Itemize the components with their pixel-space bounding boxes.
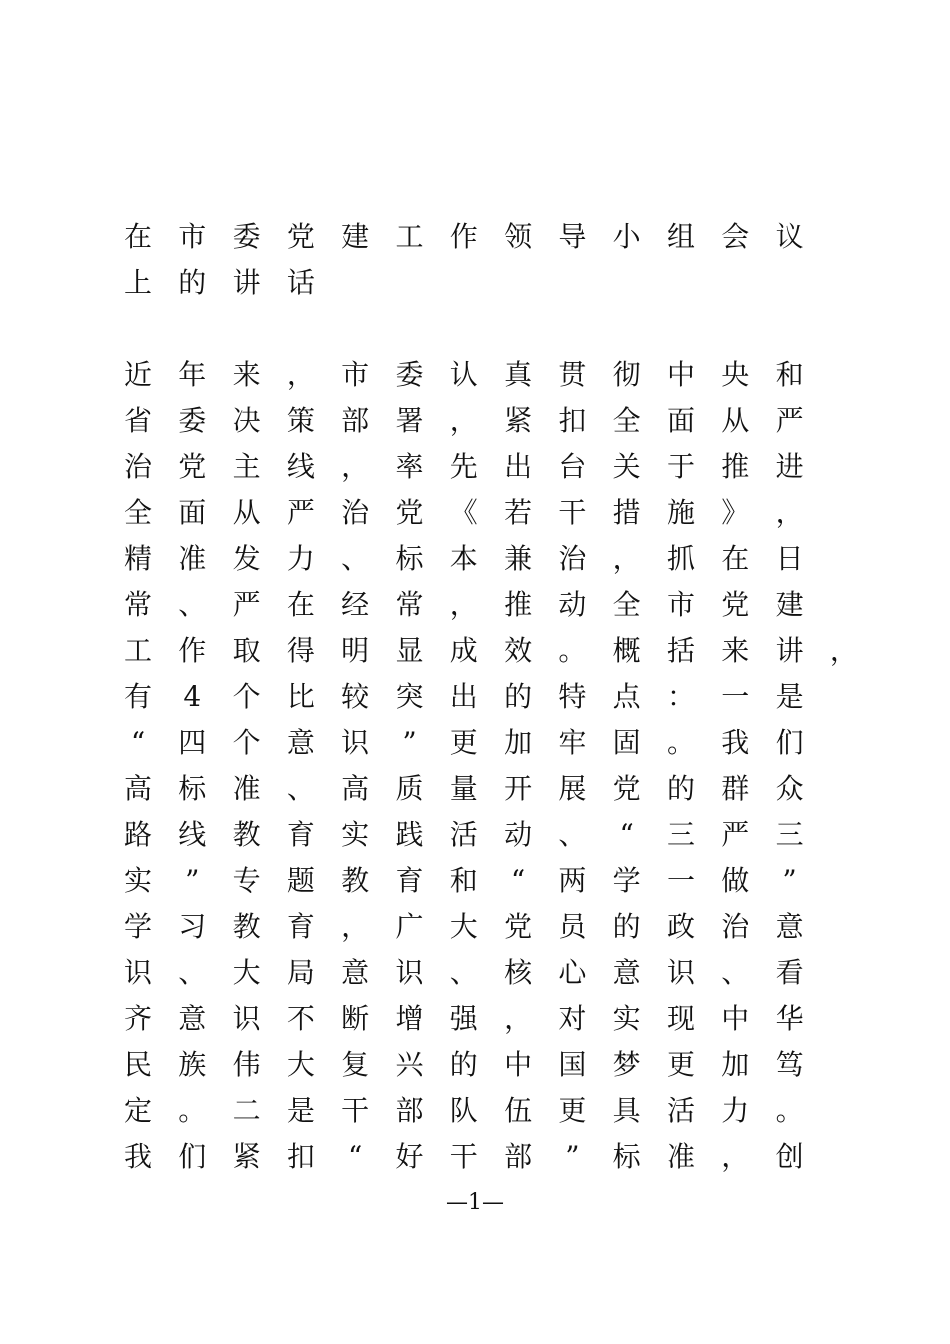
body-line: 全 面 从 严 治 党 《 若 干 措 施 》 ， — [123, 496, 804, 529]
body-line: 学 习 教 育 ， 广 大 党 员 的 政 治 意 — [123, 910, 804, 943]
title-line: 上 的 讲 话 — [123, 266, 315, 299]
body-line: 高 标 准 、 高 质 量 开 展 党 的 群 众 — [123, 772, 804, 805]
body-line: 精 准 发 力 、 标 本 兼 治 ， 抓 在 日 — [123, 542, 804, 575]
body-line: 识 、 大 局 意 识 、 核 心 意 识 、 看 — [123, 956, 804, 989]
body-line: 近 年 来 ， 市 委 认 真 贯 彻 中 央 和 — [123, 358, 804, 391]
body-line: 路 线 教 育 实 践 活 动 、 “ 三 严 三 — [123, 818, 804, 851]
body-line: 我 们 紧 扣 “ 好 干 部 ” 标 准 ， 创 — [123, 1140, 804, 1173]
body-line: 常 、 严 在 经 常 ， 推 动 全 市 党 建 — [123, 588, 804, 621]
body-line: 实 ” 专 题 教 育 和 “ 两 学 一 做 ” — [123, 864, 797, 897]
body-line: 工 作 取 得 明 显 成 效 。 概 括 来 讲 ， — [123, 634, 858, 667]
page-number: —1— — [446, 1190, 504, 1215]
body-line: 民 族 伟 大 复 兴 的 中 国 梦 更 加 笃 — [123, 1048, 804, 1081]
body-line: “ 四 个 意 识 ” 更 加 牢 固 。 我 们 — [130, 726, 804, 759]
body-line: 治 党 主 线 ， 率 先 出 台 关 于 推 进 — [123, 450, 804, 483]
body-line: 有 4 个 比 较 突 出 的 特 点 ： 一 是 — [123, 680, 804, 713]
body-line: 齐 意 识 不 断 增 强 ， 对 实 现 中 华 — [123, 1002, 804, 1035]
body-line: 省 委 决 策 部 署 ， 紧 扣 全 面 从 严 — [123, 404, 804, 437]
body-line: 定 。 二 是 干 部 队 伍 更 具 活 力 。 — [123, 1094, 804, 1127]
title-line: 在 市 委 党 建 工 作 领 导 小 组 会 议 — [123, 220, 804, 253]
